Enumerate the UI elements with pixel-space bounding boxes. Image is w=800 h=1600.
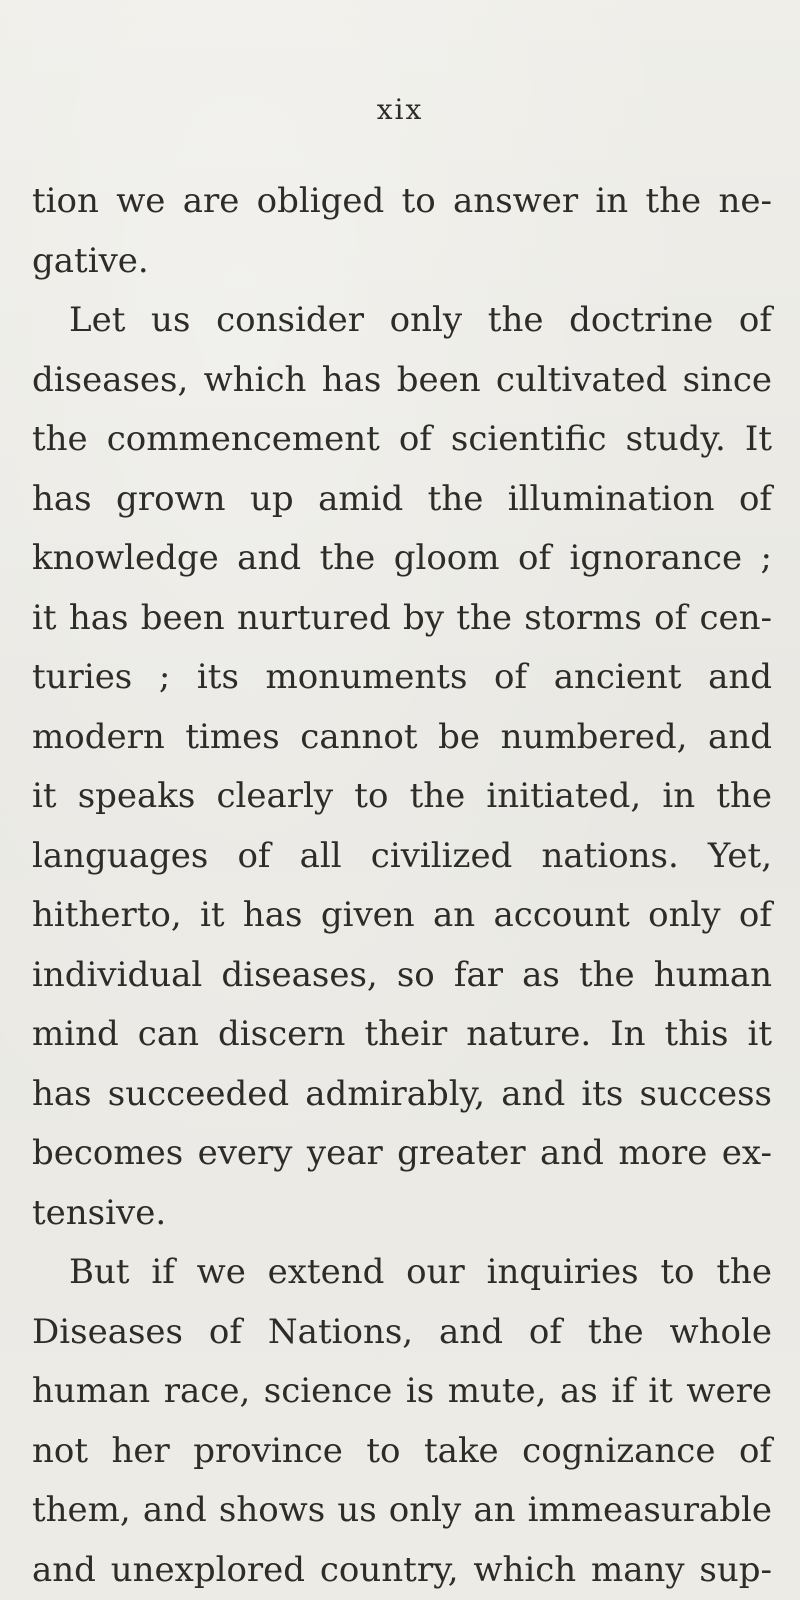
text-line: not her province to take cognizance of: [32, 1422, 772, 1482]
text-line: Let us consider only the doctrine of: [32, 291, 772, 351]
page-number: xix: [0, 96, 800, 124]
text-line: them, and shows us only an immeasurable: [32, 1481, 772, 1541]
text-line: has succeeded admirably, and its success: [32, 1065, 772, 1125]
text-line: has grown up amid the illumination of: [32, 470, 772, 530]
text-line: individual diseases, so far as the human: [32, 946, 772, 1006]
text-line: knowledge and the gloom of ignorance ;: [32, 529, 772, 589]
text-line: But if we extend our inquiries to the: [32, 1243, 772, 1303]
text-line: Diseases of Nations, and of the whole: [32, 1303, 772, 1363]
text-line: the commencement of scientific study. It: [32, 410, 772, 470]
text-line: tion we are obliged to answer in the ne-: [32, 172, 772, 232]
text-line: turies ; its monuments of ancient and: [32, 648, 772, 708]
text-line: tensive.: [32, 1184, 772, 1244]
text-line: it has been nurtured by the storms of cen-: [32, 589, 772, 649]
text-line: it speaks clearly to the initiated, in the: [32, 767, 772, 827]
text-line: hitherto, it has given an account only of: [32, 886, 772, 946]
body-text: [32, 172, 772, 1600]
text-line: becomes every year greater and more ex-: [32, 1124, 772, 1184]
text-line: and unexplored country, which many sup-: [32, 1541, 772, 1600]
text-line: mind can discern their nature. In this it: [32, 1005, 772, 1065]
text-line: human race, science is mute, as if it were: [32, 1362, 772, 1422]
text-line: gative.: [32, 232, 772, 292]
text-line: languages of all civilized nations. Yet,: [32, 827, 772, 887]
text-line: modern times cannot be numbered, and: [32, 708, 772, 768]
text-line: diseases, which has been cultivated since: [32, 351, 772, 411]
